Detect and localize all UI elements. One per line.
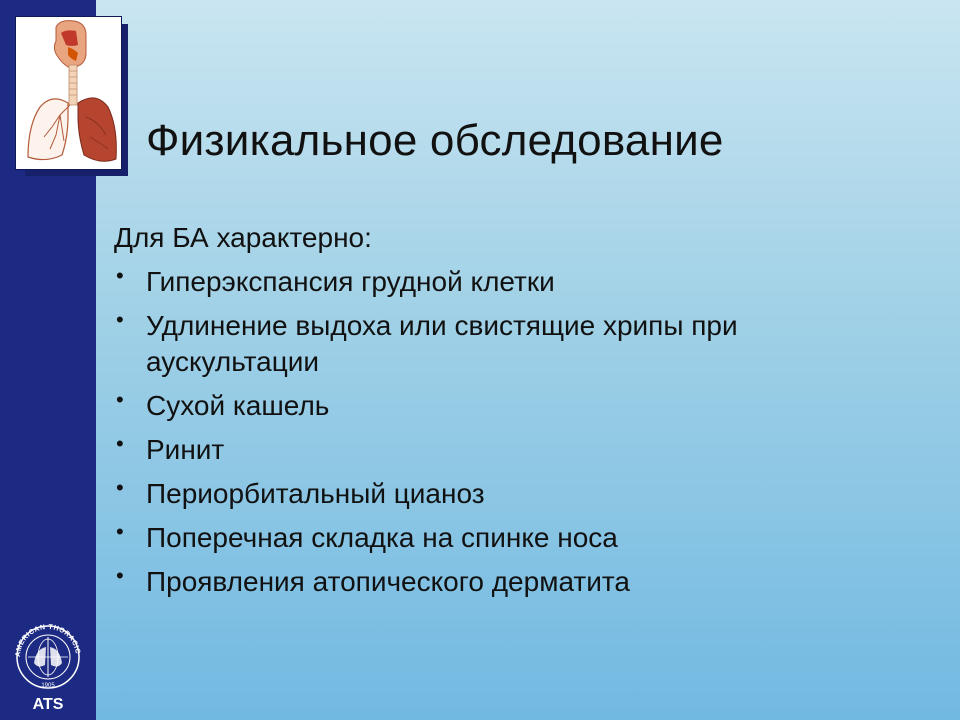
logo-abbr: ATS	[32, 696, 64, 713]
bullet-item	[114, 564, 914, 600]
bullet-item	[114, 308, 914, 380]
bullet-marker: •	[116, 263, 124, 288]
bullet-marker: •	[116, 475, 124, 500]
bullet-marker: •	[116, 563, 124, 588]
respiratory-system-illustration-icon	[15, 16, 122, 170]
bullet-item	[114, 264, 914, 300]
bullet-item	[114, 388, 914, 424]
logo-year: 1905	[41, 683, 55, 689]
bullet-text: Сухой кашель	[146, 390, 330, 421]
ats-logo-icon	[8, 617, 88, 715]
bullet-item	[114, 476, 914, 512]
bullet-text: Поперечная складка на спинке носа	[146, 522, 618, 553]
bullet-marker: •	[116, 387, 124, 412]
bullet-text: Периорбитальный цианоз	[146, 478, 485, 509]
bullet-item	[114, 520, 914, 556]
bullet-marker: •	[116, 307, 124, 332]
bullet-marker: •	[116, 519, 124, 544]
bullet-text: Гиперэкспансия грудной клетки	[146, 266, 555, 297]
bullet-text: Проявления атопического дерматита	[146, 566, 630, 597]
bullet-text: Удлинение выдоха или свистящие хрипы при аускультации	[146, 310, 738, 377]
logo-ring-text: AMERICAN THORACIC	[14, 623, 81, 658]
bullet-item	[114, 432, 914, 468]
slide-title: Физикальное обследование	[146, 116, 724, 165]
slide-content	[114, 220, 914, 608]
bullet-text: Ринит	[146, 434, 225, 465]
bullet-marker: •	[116, 431, 124, 456]
intro-text: Для БА характерно:	[114, 222, 372, 253]
